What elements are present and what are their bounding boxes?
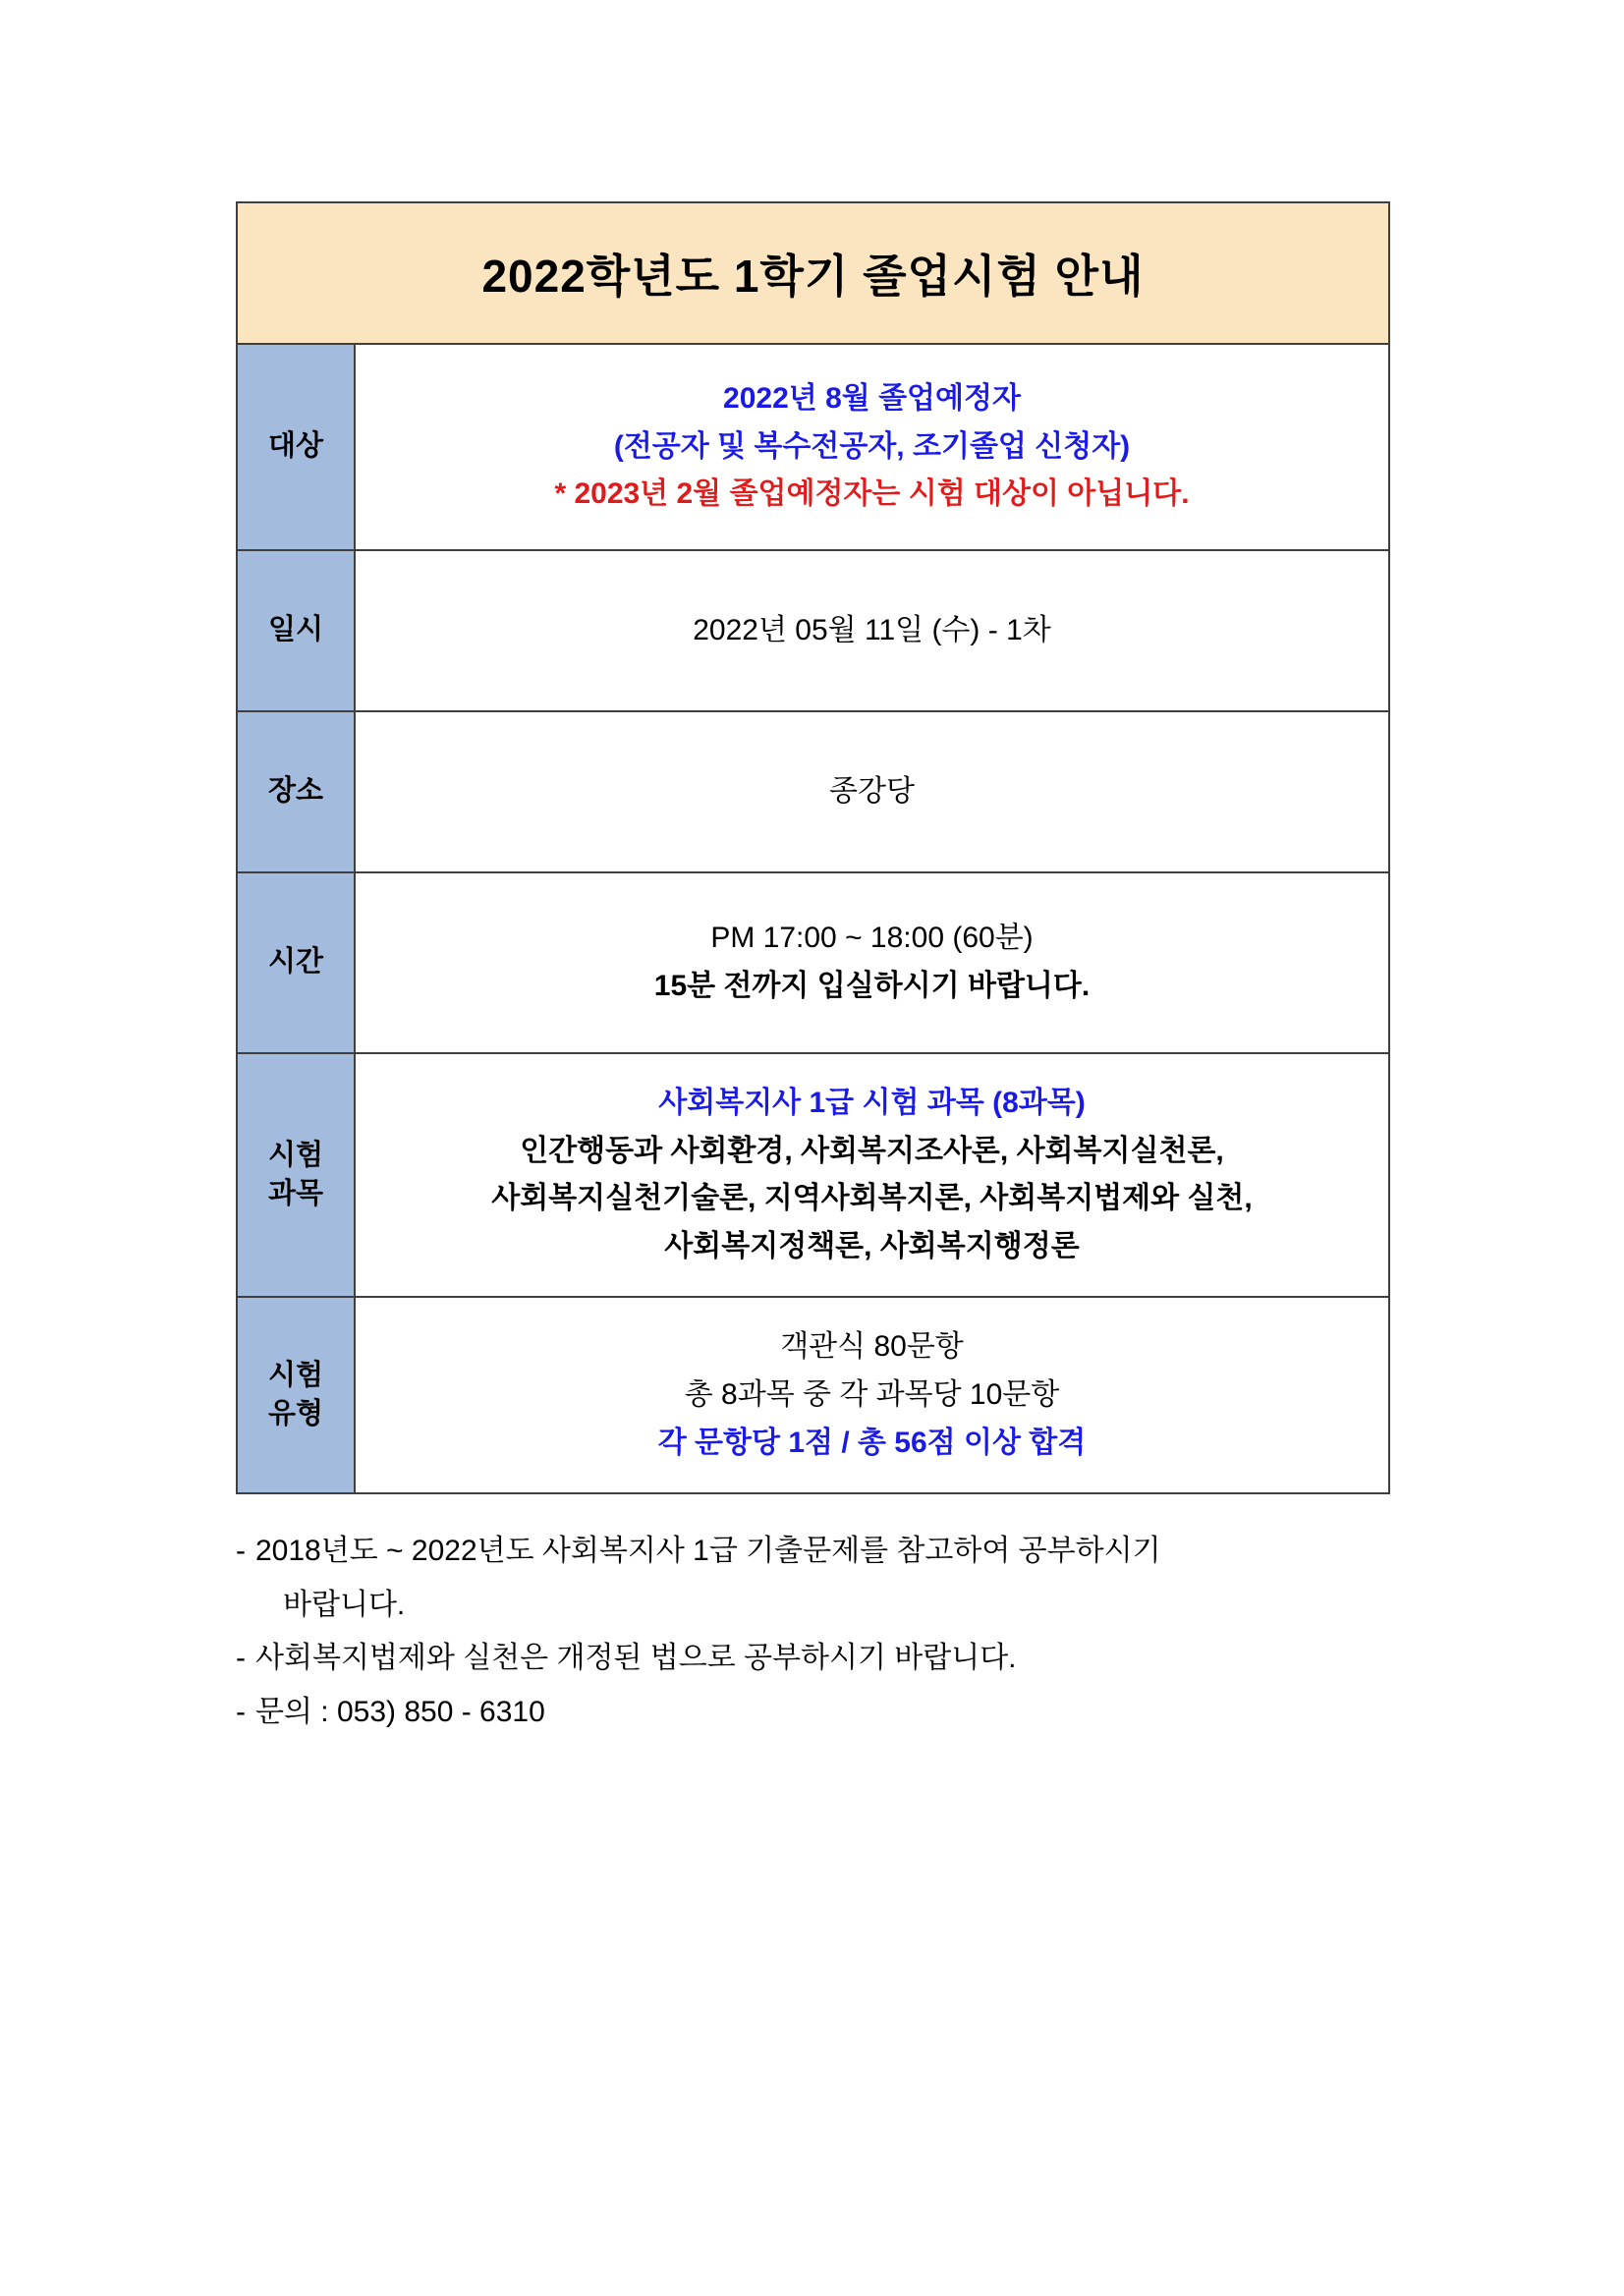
place-line-1: 종강당: [829, 774, 915, 808]
exam-type-line-2: 총 8과목 중 각 과목당 10문항: [684, 1377, 1060, 1411]
row-value-exam-type: [355, 1297, 1389, 1493]
row-label-target: 대상: [237, 344, 355, 550]
table-row: [237, 872, 1389, 1053]
list-item: [236, 1528, 1395, 1576]
notes-list: [236, 1528, 1395, 1736]
subjects-line-2: 인간행동과 사회환경, 사회복지조사론, 사회복지실천론,: [520, 1134, 1224, 1167]
note-dash-1: -: [236, 1535, 246, 1568]
note-text-1: 2018년도 ~ 2022년도 사회복지사 1급 기출문제를 참고하여 공부하시기: [255, 1535, 1161, 1568]
list-item: [236, 1689, 1395, 1737]
target-line-3: * 2023년 2월 졸업예정자는 시험 대상이 아닙니다.: [554, 477, 1190, 511]
page-title: 2022학년도 1학기 졸업시험 안내: [237, 202, 1389, 344]
subjects-line-3: 사회복지실천기술론, 지역사회복지론, 사회복지법제와 실천,: [491, 1182, 1253, 1215]
row-label-exam-type-line1: 시험: [267, 1360, 324, 1392]
table-row: [237, 711, 1389, 872]
time-line-1: PM 17:00 ~ 18:00 (60분): [710, 922, 1034, 955]
row-label-subjects-line1: 시험: [267, 1140, 324, 1172]
note-continuation: 바랍니다.: [283, 1588, 406, 1621]
exam-type-line-3: 각 문항당 1점 / 총 56점 이상 합격: [657, 1426, 1087, 1459]
row-value-target: [355, 344, 1389, 550]
exam-type-line-1: 객관식 80문항: [780, 1330, 964, 1364]
row-value-place: [355, 711, 1389, 872]
target-line-2: (전공자 및 복수전공자, 조기졸업 신청자): [613, 429, 1131, 463]
row-label-subjects-line2: 과목: [267, 1178, 324, 1210]
notice-table: [236, 201, 1390, 1494]
time-line-2: 15분 전까지 입실하시기 바랍니다.: [653, 970, 1091, 1002]
table-row: [237, 1297, 1389, 1493]
note-text-3: 문의 : 053) 850 - 6310: [255, 1695, 545, 1728]
row-label-date: 일시: [237, 550, 355, 711]
target-line-1: 2022년 8월 졸업예정자: [723, 382, 1021, 416]
table-row: [237, 344, 1389, 550]
table-row: [237, 1053, 1389, 1297]
note-dash-3: -: [236, 1695, 246, 1728]
note-dash-2: -: [236, 1642, 246, 1675]
table-row-title: [237, 202, 1389, 344]
row-label-exam-type-line2: 유형: [267, 1398, 324, 1430]
date-line-1: 2022년 05월 11일 (수) - 1차: [693, 613, 1051, 646]
table-row: [237, 550, 1389, 711]
note-text-2: 사회복지법제와 실천은 개정된 법으로 공부하시기 바랍니다.: [255, 1642, 1017, 1675]
row-value-time: [355, 872, 1389, 1053]
row-value-date: [355, 550, 1389, 711]
row-label-time: 시간: [237, 872, 355, 1053]
subjects-line-1: 사회복지사 1급 시험 과목 (8과목): [658, 1087, 1086, 1119]
row-label-subjects: [237, 1053, 355, 1297]
row-label-place: 장소: [237, 711, 355, 872]
subjects-line-4: 사회복지정책론, 사회복지행정론: [664, 1229, 1080, 1262]
row-value-subjects: [355, 1053, 1389, 1297]
row-label-exam-type: [237, 1297, 355, 1493]
list-item: [236, 1635, 1395, 1683]
